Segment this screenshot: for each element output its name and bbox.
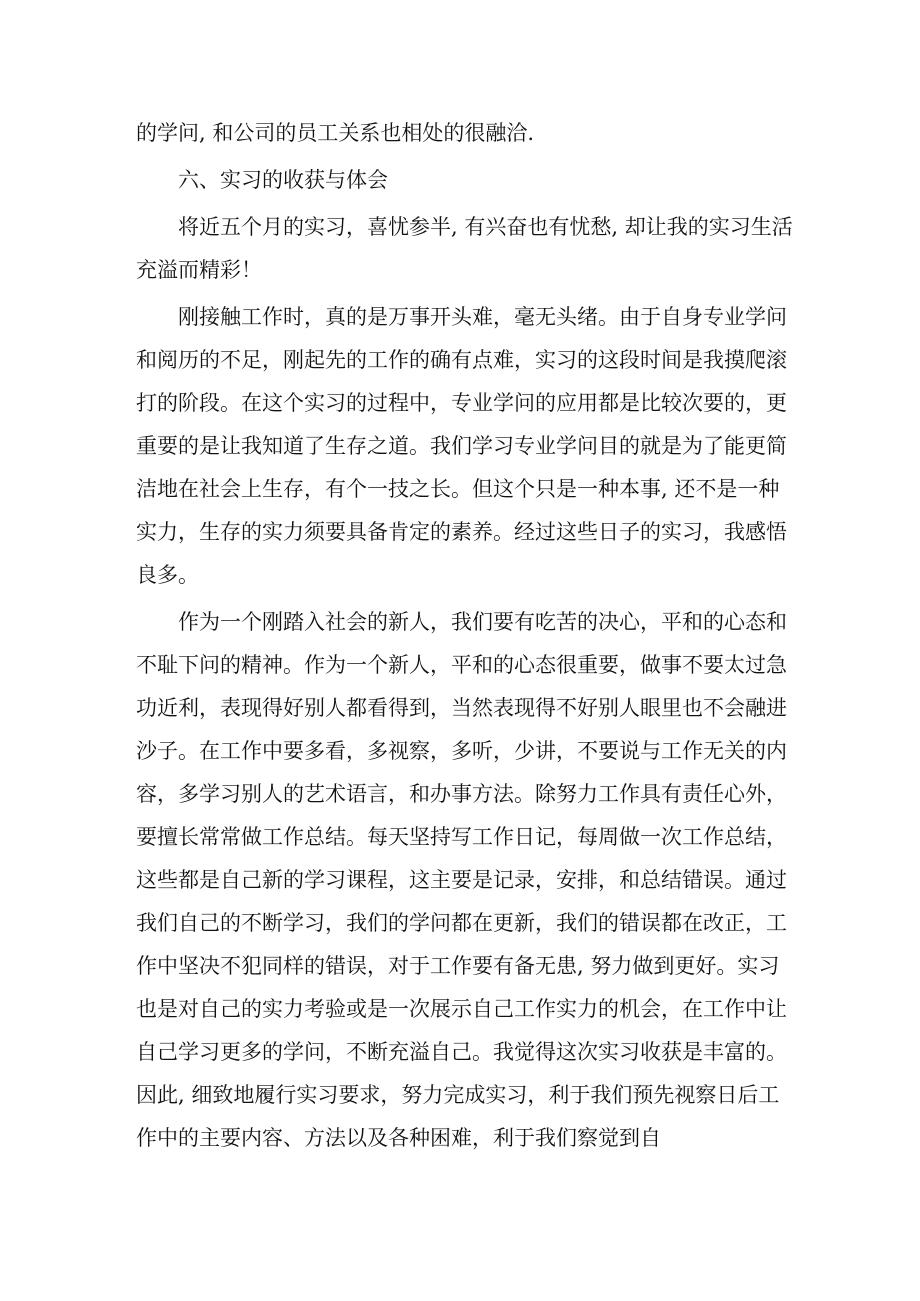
document-body xyxy=(136,112,796,1160)
paragraph-2: 刚接触工作时，真的是万事开头难，毫无头绪。由于自身专业学问和阅历的不足，刚起先的工作的确有点难，实习的这段时间是我摸爬滚打的阶段。在这个实习的过程中，专业学问的应用都是比较次要的，更重要的是让我知道了生存之道。我们学习专业学问目的就是为了能更简洁地在社会上生存，有个一技之长。但这个只是一种本事, 还不是一种实力，生存的实力须要具备肯定的素养。经过这些日子的实习，我感悟良多。 xyxy=(136,305,787,587)
section-heading: 六、实习的收获与体会 xyxy=(178,168,388,192)
paragraph-1: 将近五个月的实习，喜忧参半, 有兴奋也有忧愁, 却让我的实习生活充溢而精彩！ xyxy=(136,215,793,282)
lead-line: 的学问, 和公司的员工关系也相处的很融洽. xyxy=(136,121,535,145)
paragraph-3: 作为一个刚踏入社会的新人，我们要有吃苦的决心，平和的心态和不耻下问的精神。作为一个新人，平和的心态很重要，做事不要太过急功近利，表现得好别人都看得到，当然表现得不好别人眼里也不会融进沙子。在工作中要多看，多视察，多听，少讲，不要说与工作无关的内容，多学习别人的艺术语言，和办事方法。除努力工作具有责任心外，要擅长常常做工作总结。每天坚持写工作日记，每周做一次工作总结，这些都是自己新的学习课程，这主要是记录，安排，和总结错误。通过我们自己的不断学习，我们的学问都在更新，我们的错误都在改正，工作中坚决不犯同样的错误，对于工作要有备无患, 努力做到更好。实习也是对自己的实力考验或是一次展示自己工作实力的机会，在工作中让自己学习更多的学问，不断充溢自己。我觉得这次实习收获是丰富的。因此, 细致地履行实习要求，努力完成实习，利于我们预先视察日后工作中的主要内容、方法以及各种困难，利于我们察觉到自 xyxy=(136,610,787,1150)
